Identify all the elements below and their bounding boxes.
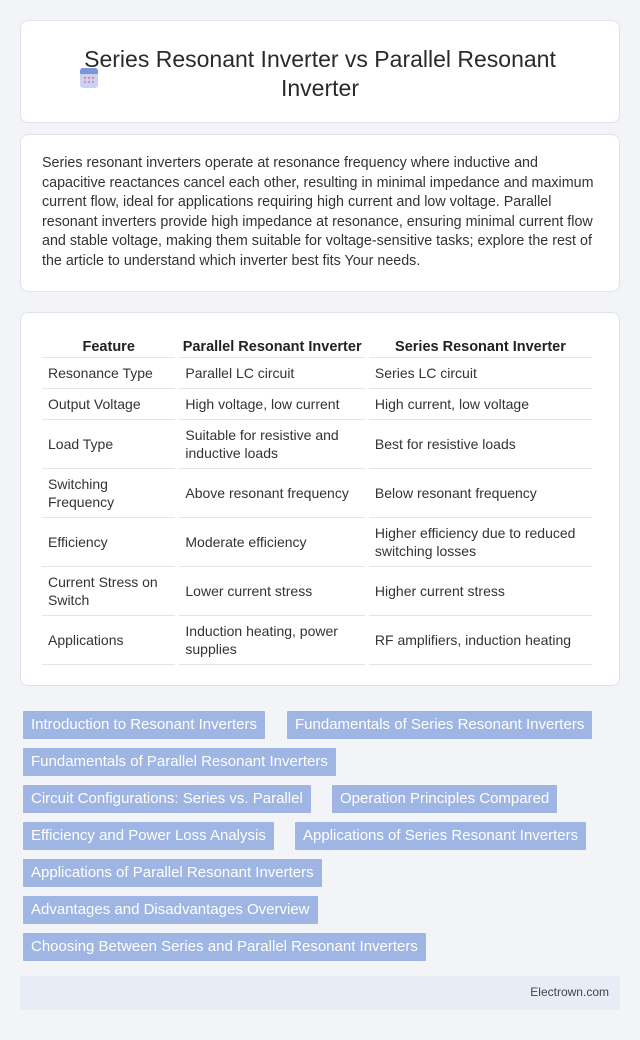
title-card: [20, 20, 620, 123]
table-cell: High voltage, low current: [179, 389, 365, 420]
comparison-table: [38, 334, 596, 665]
table-cell: RF amplifiers, induction heating: [369, 616, 592, 665]
tag-circuit-configurations[interactable]: Circuit Configurations: Series vs. Parallel: [23, 785, 311, 813]
table-row: [42, 358, 592, 389]
footer-brand: Electrown.com: [530, 985, 609, 999]
table-cell: Below resonant frequency: [369, 469, 592, 518]
table-header: Series Resonant Inverter: [369, 334, 592, 358]
tag-advantages-disadvantages[interactable]: Advantages and Disadvantages Overview: [23, 896, 318, 924]
page-title: Series Resonant Inverter vs Parallel Resonant Inverter: [84, 46, 556, 101]
summary-card: [20, 134, 620, 292]
table-cell: Series LC circuit: [369, 358, 592, 389]
table-header: Parallel Resonant Inverter: [179, 334, 365, 358]
tag-applications-series[interactable]: Applications of Series Resonant Inverters: [295, 822, 586, 850]
tag-choosing-between[interactable]: Choosing Between Series and Parallel Resonant Inverters: [23, 933, 426, 961]
table-cell: Output Voltage: [42, 389, 175, 420]
table-cell: Applications: [42, 616, 175, 665]
table-header: Feature: [42, 334, 175, 358]
table-header-row: [42, 334, 592, 358]
table-cell: Resonance Type: [42, 358, 175, 389]
table-row: [42, 616, 592, 665]
tag-fundamentals-series[interactable]: Fundamentals of Series Resonant Inverters: [287, 711, 592, 739]
table-row: [42, 567, 592, 616]
table-cell: Switching Frequency: [42, 469, 175, 518]
table-cell: Suitable for resistive and inductive loads: [179, 420, 365, 469]
table-cell: Higher efficiency due to reduced switching losses: [369, 518, 592, 567]
comparison-table-card: [20, 312, 620, 686]
table-cell: Current Stress on Switch: [42, 567, 175, 616]
summary-text: Series resonant inverters operate at resonance frequency where inductive and capacitive reactances cancel each other, resulting in minimal impedance and maximum current flow, ideal for applications requiring high current and low voltage. Parallel resonant inverters provide high impedance at resonance, ensuring minimal current flow and stable voltage, making them suitable for voltage-sensitive tasks; explore the rest of the article to understand which inverter best fits Your needs.: [42, 155, 594, 269]
table-cell: Best for resistive loads: [369, 420, 592, 469]
table-cell: Induction heating, power supplies: [179, 616, 365, 665]
tag-introduction[interactable]: Introduction to Resonant Inverters: [23, 711, 265, 739]
tag-efficiency-analysis[interactable]: Efficiency and Power Loss Analysis: [23, 822, 274, 850]
table-cell: High current, low voltage: [369, 389, 592, 420]
table-row: [42, 469, 592, 518]
table-cell: Efficiency: [42, 518, 175, 567]
table-row: [42, 389, 592, 420]
table-cell: Load Type: [42, 420, 175, 469]
table-cell: Lower current stress: [179, 567, 365, 616]
tag-fundamentals-parallel[interactable]: Fundamentals of Parallel Resonant Inverters: [23, 748, 336, 776]
table-cell: Parallel LC circuit: [179, 358, 365, 389]
table-cell: Higher current stress: [369, 567, 592, 616]
table-cell: Above resonant frequency: [179, 469, 365, 518]
table-row: [42, 420, 592, 469]
footer: [20, 976, 620, 1010]
tag-applications-parallel[interactable]: Applications of Parallel Resonant Inverters: [23, 859, 322, 887]
tag-operation-principles[interactable]: Operation Principles Compared: [332, 785, 557, 813]
table-row: [42, 518, 592, 567]
table-cell: Moderate efficiency: [179, 518, 365, 567]
